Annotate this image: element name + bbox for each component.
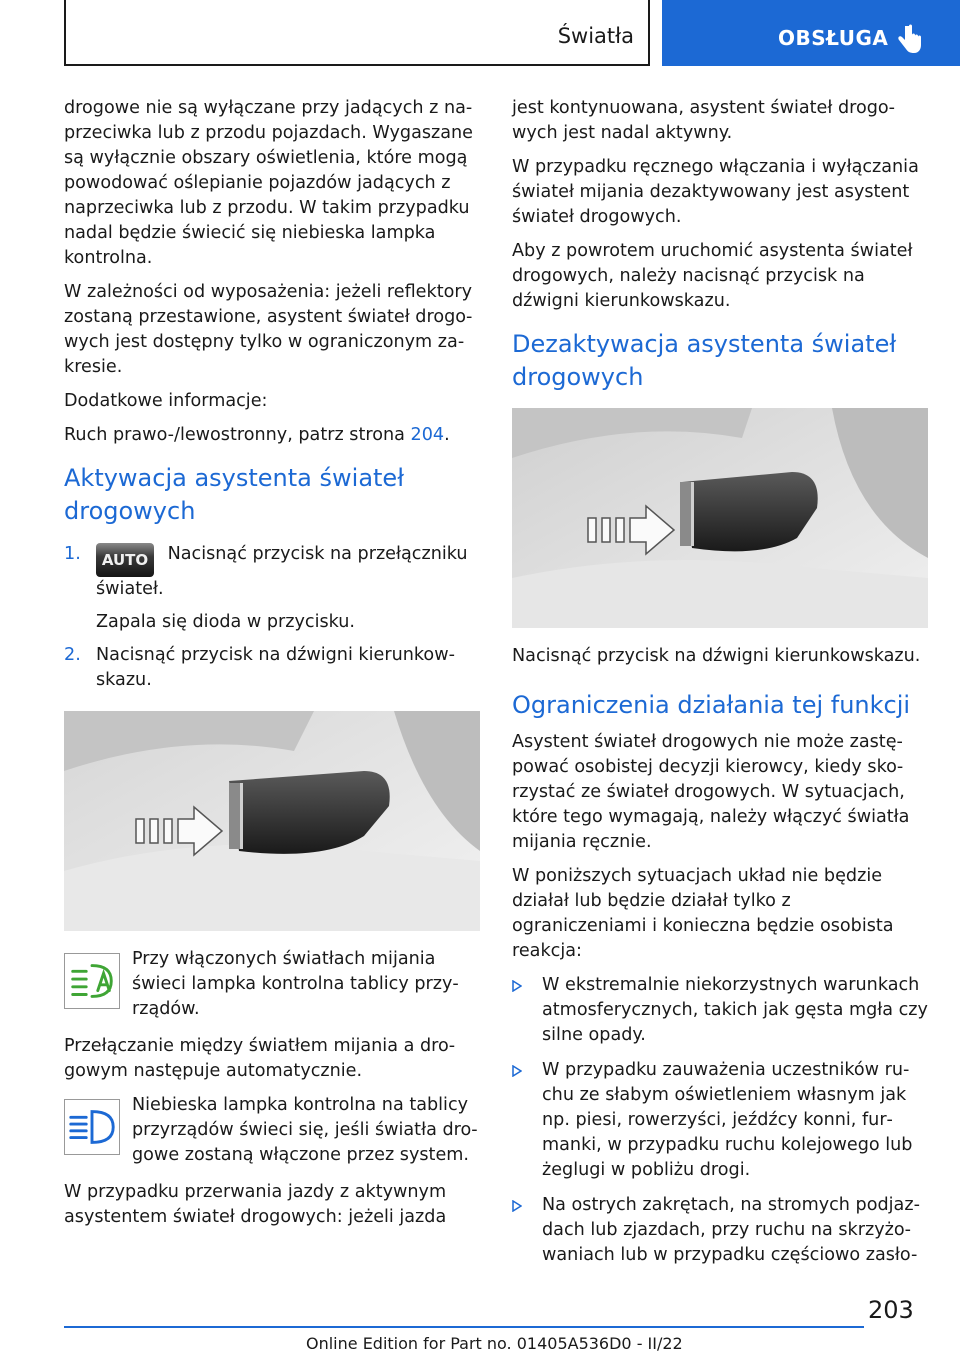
list-item-text: W przypadku zauważenia uczestników ruchu ze słabym oświetleniem własnym jak np. piesi, rowerzyści, jeźdźcy konni, furmanki, w przypadku ruchu kolejowego lub żeglugi w pobliżu drogi.: [542, 1060, 913, 1180]
paragraph: W przypadku ręcznego włączania i wyłączania świateł mijania dezaktywowany jest asystent świateł drogowych.: [512, 157, 919, 227]
section-heading: Ograniczenia działania tej funkcji: [512, 691, 911, 719]
step-item: [64, 542, 482, 602]
page-link[interactable]: 204: [410, 425, 445, 445]
cross-reference: [64, 423, 482, 448]
low-beam-indicator-icon: [64, 953, 120, 1009]
step-number: 2.: [64, 645, 81, 665]
paragraph: jest kontynuowana, asystent świateł drogowych jest nadal aktywny.: [512, 98, 896, 143]
paragraph: drogowe nie są wyłączane przy jadących z naprzeciwka lub z przodu pojazdach. Wygaszane są wyłącznie obszary oświetlenia, które mogą powodować oślepianie pojazdów jadących z naprzeciwka lub z przodu. W takim przypadku nadal będzie świecić się niebieska lampka kontrolna.: [64, 98, 474, 268]
list-item: [512, 1193, 930, 1268]
list-item: [512, 973, 930, 1048]
step-item: [64, 643, 482, 693]
paragraph: Przełączanie między światłem mijania a drogowym następuje automatycznie.: [64, 1036, 456, 1081]
limitations-list: [512, 973, 930, 1268]
indicator-row: [64, 1093, 482, 1168]
list-item-text: W ekstremalnie niekorzystnych warunkach atmosferycznych, takich jak gęsta mgła czy silne opady.: [542, 975, 928, 1045]
turn-signal-lever-photo: [512, 408, 928, 628]
figure-caption: Nacisnąć przycisk na dźwigni kierunkowskazu.: [512, 646, 921, 666]
bullet-triangle-icon: [512, 1065, 522, 1077]
header-section-box: [64, 0, 650, 66]
step-text: Nacisnąć przycisk na dźwigni kierunkowskazu.: [96, 645, 455, 690]
list-item: [512, 1058, 930, 1183]
section-title: Światła: [557, 24, 634, 48]
step-text: Nacisnąć przycisk na przełączniku świateł.: [96, 544, 468, 599]
section-heading: Dezaktywacja asystenta świateł drogowych: [512, 330, 897, 391]
paragraph: Dodatkowe informacje:: [64, 391, 268, 411]
hand-pointer-icon: [896, 24, 922, 54]
step-subtext: Zapala się dioda w przycisku.: [96, 612, 356, 632]
paragraph: Asystent świateł drogowych nie może zastępować osobistej decyzji kierowcy, kiedy skorzystać ze świateł drogowych. W sytuacjach, które tego wymagają, należy włączyć światła mijania ręcznie.: [512, 732, 910, 852]
chapter-label: OBSŁUGA: [778, 26, 889, 50]
paragraph: W przypadku przerwania jazdy z aktywnym asystentem świateł drogowych: jeżeli jazda: [64, 1182, 447, 1227]
turn-signal-lever-photo: [64, 711, 480, 931]
step-subtext-item: [64, 610, 482, 635]
paragraph: Aby z powrotem uruchomić asystenta świateł drogowych, należy nacisnąć przycisk na dźwigni kierunkowskazu.: [512, 241, 913, 311]
page-number: 203: [868, 1296, 914, 1324]
chapter-tab[interactable]: [662, 0, 960, 66]
cross-reference-end: .: [444, 425, 450, 445]
cross-reference-text: Ruch prawo-/lewostronny, patrz strona: [64, 425, 411, 445]
bullet-triangle-icon: [512, 980, 522, 992]
auto-button-icon: AUTO: [96, 543, 154, 577]
bullet-triangle-icon: [512, 1200, 522, 1212]
footer-divider: [64, 1326, 864, 1328]
high-beam-indicator-icon: [64, 1099, 120, 1155]
section-heading: Aktywacja asystenta świateł drogowych: [64, 464, 405, 525]
steps-list: [64, 542, 482, 693]
indicator-description: Przy włączonych światłach mijania świeci lampka kontrolna tablicy przyrządów.: [132, 949, 459, 1019]
indicator-description: Niebieska lampka kontrolna na tablicy przyrządów świeci się, jeśli światła drogowe zostaną włączone przez system.: [132, 1095, 478, 1165]
step-number: 1.: [64, 544, 81, 564]
left-column: [64, 96, 482, 1239]
edition-text: Online Edition for Part no. 01405A536D0 - II/22: [306, 1334, 683, 1353]
paragraph: W poniższych sytuacjach układ nie będzie działał lub będzie działał tylko z ograniczeniami i konieczna będzie osobista reakcja:: [512, 866, 894, 961]
paragraph: W zależności od wyposażenia: jeżeli reflektory zostaną przestawione, asystent świateł drogowych jest dostępny tylko w ograniczonym zakresie.: [64, 282, 473, 377]
indicator-row: [64, 947, 482, 1022]
list-item-text: Na ostrych zakrętach, na stromych podjazdach lub zjazdach, przy ruchu na skrzyżowaniach lub w przypadku częściowo zasło-: [542, 1195, 920, 1265]
right-column: [512, 96, 930, 1278]
